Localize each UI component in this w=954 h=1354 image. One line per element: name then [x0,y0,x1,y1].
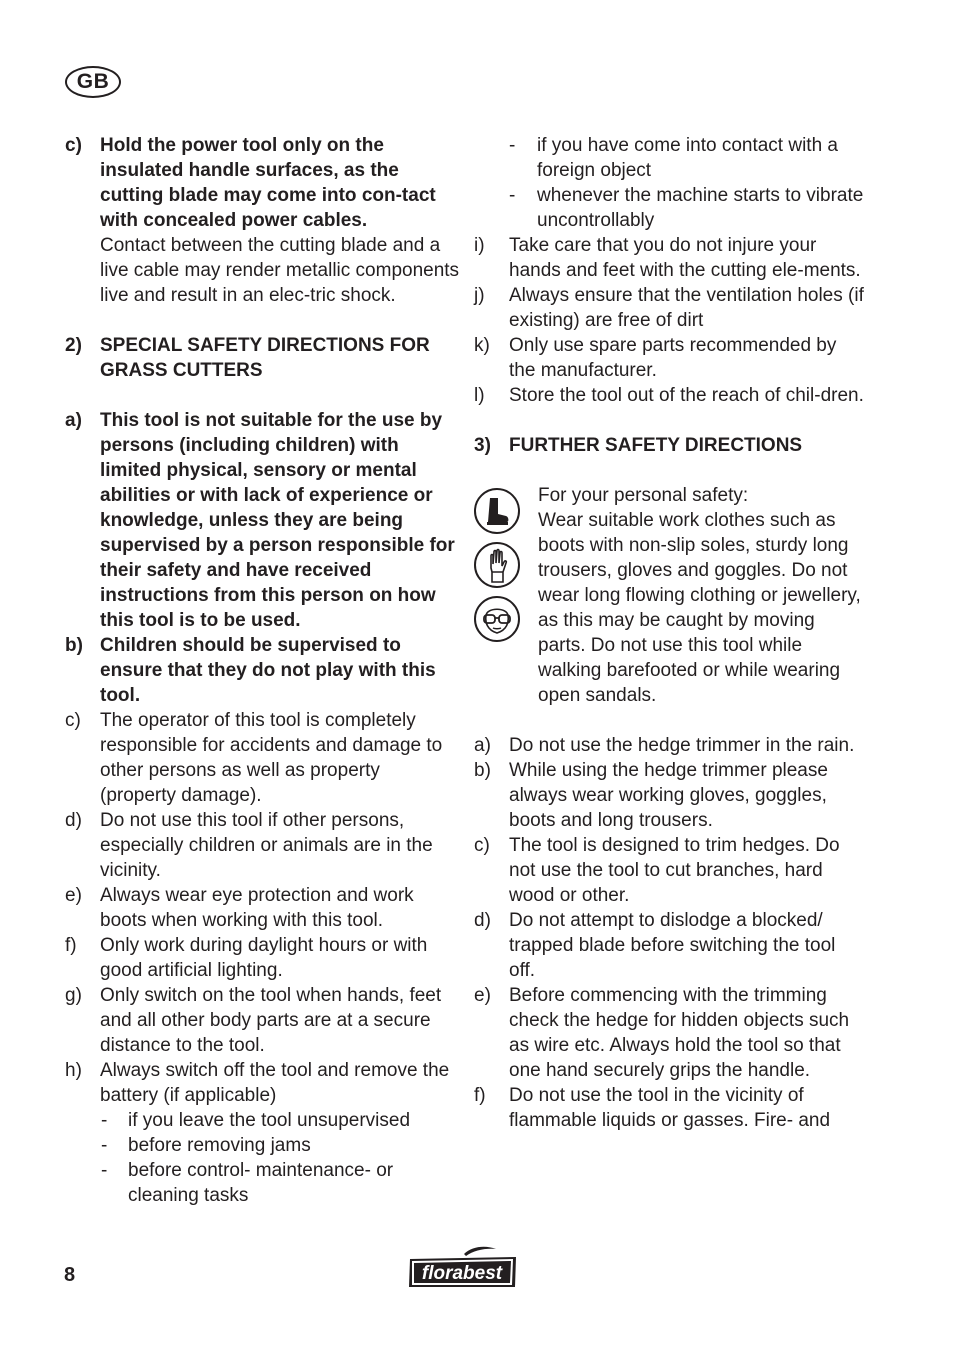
section-marker: 2) [65,335,82,356]
right-column [474,133,864,1133]
language-badge: GB [65,66,121,98]
item-marker: d) [65,810,82,831]
item-marker: k) [474,335,490,356]
list-item [65,983,460,1058]
list-item [65,808,460,883]
item-text: While using the hedge trimmer please always wear working gloves, goggles, boots and long trousers. [509,760,828,831]
section-title: SPECIAL SAFETY DIRECTIONS FOR GRASS CUTTERS [100,335,430,381]
item-text: Before commencing with the trimming check the hedge for hidden objects such as wire etc. Always hold the tool so that one hand securely grips the handle. [509,985,850,1081]
list-item [474,1083,864,1133]
sub-item-text: whenever the machine starts to vibrate uncontrollably [537,185,864,231]
boots-icon [474,488,520,534]
item-marker: c) [474,835,490,856]
item-text: Children should be supervised to ensure that they do not play with this tool. [100,635,436,706]
item-text: The tool is designed to trim hedges. Do not use the tool to cut branches, hard wood or other. [509,835,840,906]
section-title: FURTHER SAFETY DIRECTIONS [509,435,803,456]
item-text: Do not attempt to dislodge a blocked/ trapped blade before switching the tool off. [509,910,836,981]
left-column [65,133,460,1208]
page-number: 8 [64,1264,76,1286]
safety-text: Wear suitable work clothes such as boots with non-slip soles, sturdy long trousers, gloves and goggles. Do not wear long flowing clothing or jewellery, as this may be caught by moving parts. Do not use this tool while walking barefooted or while wearing open sandals. [538,510,861,706]
list-item [474,283,864,333]
sub-item-text: if you have come into contact with a foreign object [537,135,838,181]
item-marker: e) [474,985,491,1006]
list-item [474,833,864,908]
item-text: Take care that you do not injure your hands and feet with the cutting ele-ments. [509,235,861,281]
list-item [65,883,460,933]
section-heading [65,333,460,383]
item-text: This tool is not suitable for the use by persons (including children) with limited physical, sensory or mental abilities or with lack of experience or knowledge, unless they are being supervised by a person responsible for their safety and have received instructions from this person on how this tool is to be used. [100,410,455,631]
item-marker: a) [474,735,491,756]
personal-safety-block [474,483,864,708]
item-text: Do not use the tool in the vicinity of flammable liquids or gasses. Fire- and [509,1085,831,1131]
item-text: Always switch off the tool and remove the battery (if applicable) [100,1060,450,1106]
sub-list-item [474,183,864,233]
item-marker: c) [65,135,82,156]
item-marker: f) [474,1085,486,1106]
safety-intro: For your personal safety: [538,485,749,506]
logo-text: florabest [421,1263,503,1284]
item-marker: j) [474,285,485,306]
item-marker: l) [474,385,485,406]
item-marker: h) [65,1060,82,1081]
list-item [65,133,460,308]
dash-marker: - [101,1160,108,1181]
dash-marker: - [101,1135,108,1156]
sub-list-item [65,1108,460,1133]
item-marker: g) [65,985,82,1006]
list-item [65,933,460,983]
dash-marker: - [509,185,516,206]
sub-item-text: before removing jams [128,1135,311,1156]
dash-marker: - [101,1110,108,1131]
sub-item-text: before control- maintenance- or cleaning tasks [128,1160,394,1206]
item-text: Only work during daylight hours or with good artificial lighting. [100,935,428,981]
item-text: Contact between the cutting blade and a live cable may render metallic components live and result in an elec-tric shock. [100,235,460,306]
list-item [474,908,864,983]
list-item [474,383,864,408]
item-marker: d) [474,910,491,931]
safety-icons [474,488,524,650]
list-item [474,333,864,383]
item-marker: b) [65,635,83,656]
item-marker: i) [474,235,485,256]
sub-list-item [474,133,864,183]
list-item [474,983,864,1083]
list-item [65,1058,460,1108]
goggles-icon [474,596,520,642]
section-heading [474,433,864,458]
dash-marker: - [509,135,516,156]
item-marker: f) [65,935,77,956]
item-marker: a) [65,410,82,431]
list-item [65,408,460,633]
list-item [474,733,864,758]
item-text: Always wear eye protection and work boots when working with this tool. [100,885,414,931]
item-marker: b) [474,760,491,781]
section-marker: 3) [474,435,491,456]
sub-item-text: if you leave the tool unsupervised [128,1110,411,1131]
item-text: Do not use this tool if other persons, especially children or animals are in the vicinity. [100,810,433,881]
item-text: Only use spare parts recommended by the manufacturer. [509,335,837,381]
item-marker: e) [65,885,82,906]
list-item [474,233,864,283]
item-text: The operator of this tool is completely responsible for accidents and damage to other persons as well as property (property damage). [100,710,443,806]
sub-list-item [65,1158,460,1208]
sub-list-item [65,1133,460,1158]
list-item [65,633,460,708]
item-bold-text: Hold the power tool only on the insulated handle surfaces, as the cutting blade may come into con-tact with concealed power cables. [100,135,436,231]
gloves-icon [474,542,520,588]
florabest-logo [406,1245,520,1289]
item-text: Always ensure that the ventilation holes (if existing) are free of dirt [509,285,864,331]
list-item [474,758,864,833]
item-text: Do not use the hedge trimmer in the rain. [509,735,855,756]
item-text: Only switch on the tool when hands, feet and all other body parts are at a secure distance to the tool. [100,985,442,1056]
item-marker: c) [65,710,81,731]
list-item [65,708,460,808]
item-text: Store the tool out of the reach of chil-dren. [509,385,864,406]
